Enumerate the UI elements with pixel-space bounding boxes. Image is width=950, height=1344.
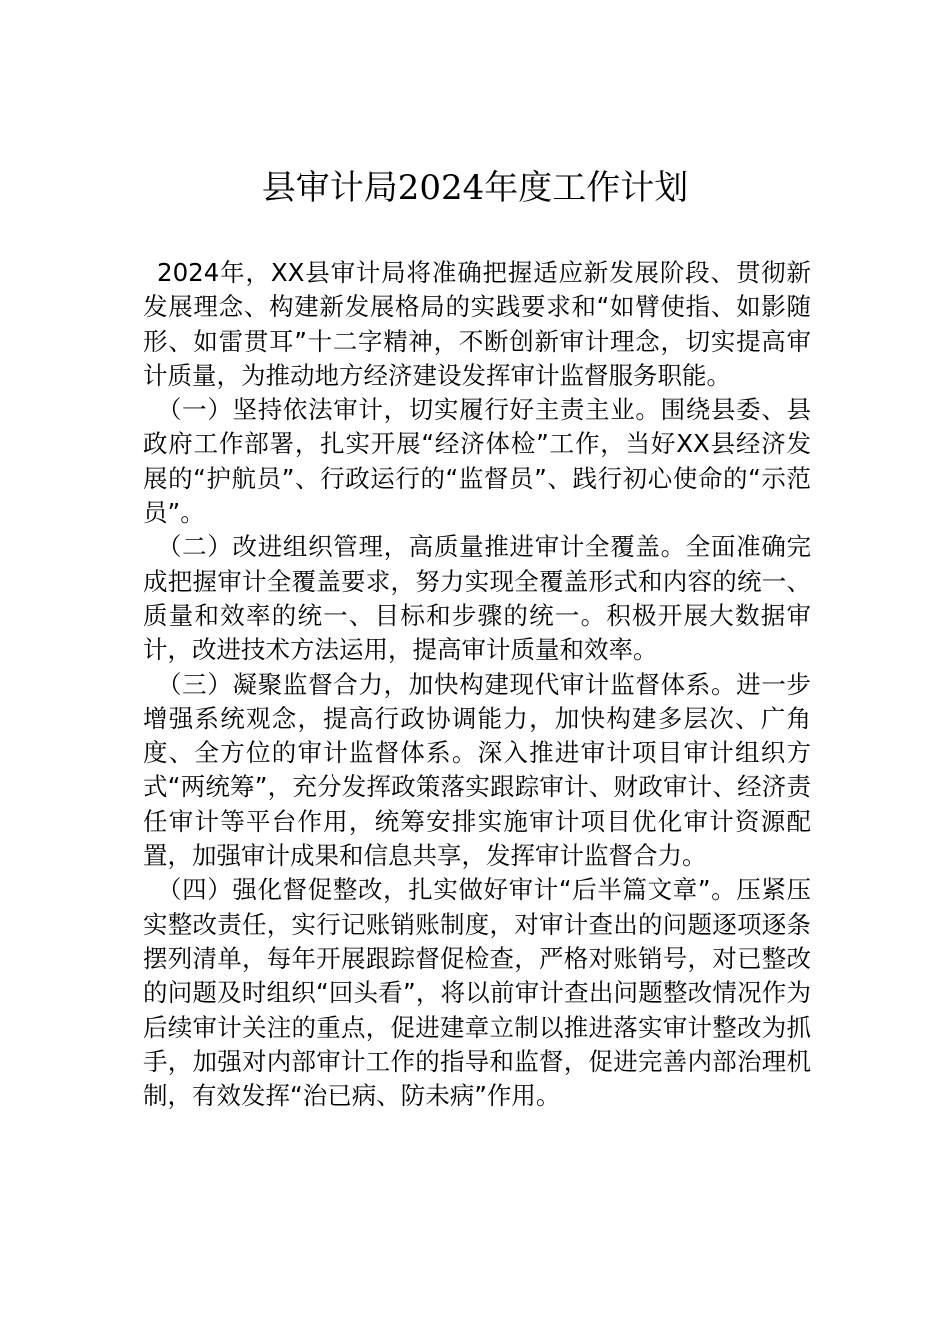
- document-body: [143, 256, 811, 1113]
- section-1-paragraph: （一）坚持依法审计，切实履行好主责主业。围绕县委、县政府工作部署，扎实开展“经济体检”工作，当好XX县经济发展的“护航员”、行政运行的“监督员”、践行初心使命的“示范员”。: [143, 395, 811, 528]
- document-title: 县审计局2024年度工作计划: [261, 168, 689, 208]
- section-4-paragraph: （四）强化督促整改，扎实做好审计“后半篇文章”。压紧压实整改责任，实行记账销账制度，对审计查出的问题逐项逐条摆列清单，每年开展跟踪督促检查，严格对账销号，对已整改的问题及时组织“回头看”，将以前审计查出问题整改情况作为后续审计关注的重点，促进建章立制以推进落实审计整改为抓手，加强对内部审计工作的指导和监督，促进完善内部治理机制，有效发挥“治已病、防未病”作用。: [143, 875, 811, 1111]
- intro-paragraph: 2024年，XX县审计局将准确把握适应新发展阶段、贯彻新发展理念、构建新发展格局的实践要求和“如臂使指、如影随形、如雷贯耳”十二字精神，不断创新审计理念，切实提高审计质量，为推动地方经济建设发挥审计监督服务职能。: [143, 258, 811, 390]
- section-2-paragraph: （二）改进组织管理，高质量推进审计全覆盖。全面准确完成把握审计全覆盖要求，努力实现全覆盖形式和内容的统一、质量和效率的统一、目标和步骤的统一。积极开展大数据审计，改进技术方法运用，提高审计质量和效率。: [143, 532, 811, 665]
- section-3-paragraph: （三）凝聚监督合力，加快构建现代审计监督体系。进一步增强系统观念，提高行政协调能力，加快构建多层次、广角度、全方位的审计监督体系。深入推进审计项目审计组织方式“两统筹”，充分发挥政策落实跟踪审计、财政审计、经济责任审计等平台作用，统筹安排实施审计项目优化审计资源配置，加强审计成果和信息共享，发挥审计监督合力。: [143, 669, 811, 871]
